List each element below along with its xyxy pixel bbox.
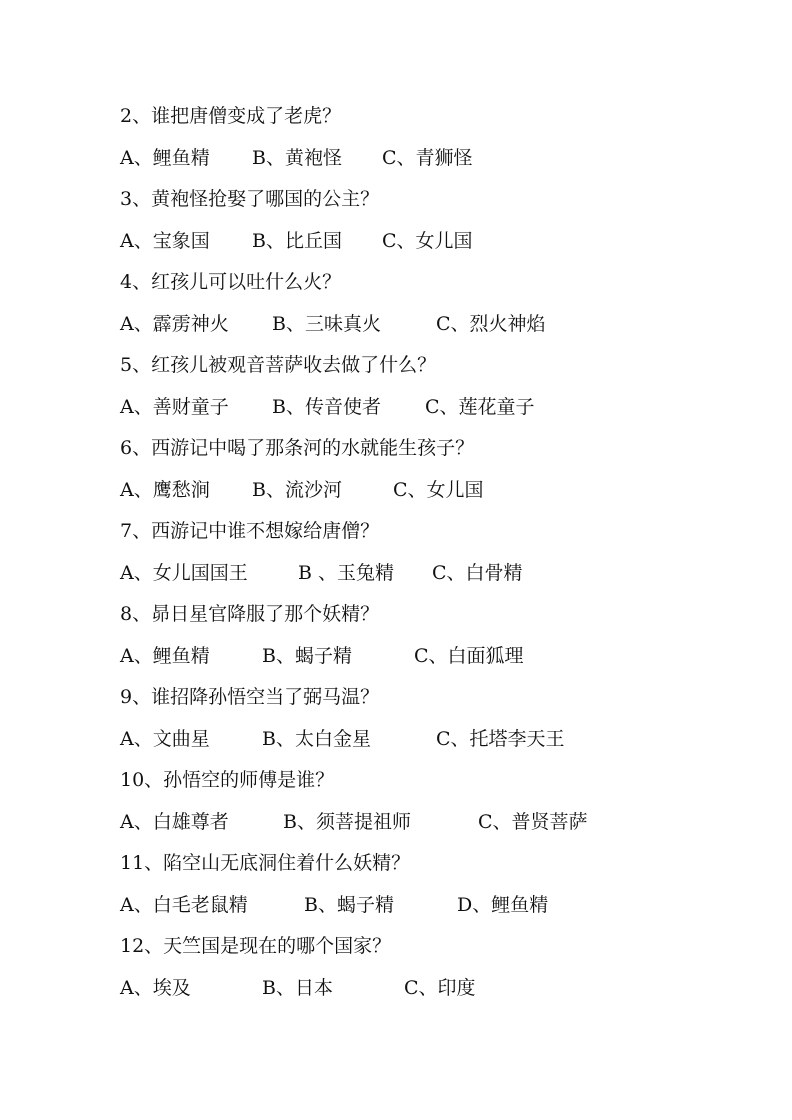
option-a: A、埃及 (120, 976, 191, 999)
question-4: 4、红孩儿可以吐什么火？ (120, 271, 342, 293)
option-c: C、烈火神焰 (436, 312, 546, 335)
question-5: 5、红孩儿被观音菩萨收去做了什么？ (120, 354, 437, 376)
option-a: A、鲤鱼精 (120, 644, 210, 667)
question-3: 3、黄袍怪抢娶了哪国的公主？ (120, 188, 380, 210)
option-c: C、托塔李天王 (436, 727, 565, 750)
options-9 (120, 719, 720, 761)
option-a: A、白毛老鼠精 (120, 893, 248, 916)
options-4 (120, 304, 720, 346)
option-b: B、流沙河 (252, 478, 342, 501)
option-b: B、比丘国 (252, 229, 342, 252)
question-2: 2、谁把唐僧变成了老虎？ (120, 105, 342, 127)
question-10: 10、孙悟空的师傅是谁？ (120, 769, 335, 791)
question-11: 11、陷空山无底洞住着什么妖精？ (120, 852, 411, 874)
options-3 (120, 221, 720, 263)
option-b: B、黄袍怪 (252, 146, 342, 169)
options-8 (120, 636, 720, 678)
option-a: A、宝象国 (120, 229, 210, 252)
option-c: C、白骨精 (432, 561, 523, 584)
options-10 (120, 802, 720, 844)
option-a: A、霹雳神火 (120, 312, 229, 335)
option-b: B、太白金星 (262, 727, 371, 750)
question-7: 7、西游记中谁不想嫁给唐僧？ (120, 520, 380, 542)
option-b: B 、玉兔精 (298, 561, 395, 584)
option-c: C、莲花童子 (425, 395, 535, 418)
option-b: B、日本 (262, 976, 333, 999)
options-5 (120, 387, 720, 429)
option-b: B、传音使者 (272, 395, 381, 418)
option-b: B、三味真火 (272, 312, 381, 335)
options-6 (120, 470, 720, 512)
options-11 (120, 885, 720, 927)
option-c: C、女儿国 (382, 229, 473, 252)
option-c: C、青狮怪 (382, 146, 473, 169)
option-c: C、普贤菩萨 (478, 810, 588, 833)
option-a: A、鹰愁涧 (120, 478, 210, 501)
option-c: D、鲤鱼精 (457, 893, 549, 916)
question-8: 8、昴日星官降服了那个妖精？ (120, 603, 380, 625)
option-a: A、文曲星 (120, 727, 210, 750)
options-2 (120, 138, 720, 180)
option-a: A、鲤鱼精 (120, 146, 210, 169)
option-b: B、蝎子精 (262, 644, 352, 667)
option-b: B、须菩提祖师 (283, 810, 411, 833)
option-b: B、蝎子精 (304, 893, 394, 916)
option-c: C、印度 (404, 976, 476, 999)
quiz-content (120, 96, 720, 1009)
option-a: A、白雄尊者 (120, 810, 229, 833)
options-12 (120, 968, 720, 1010)
question-9: 9、谁招降孙悟空当了弼马温？ (120, 686, 380, 708)
option-a: A、女儿国国王 (120, 561, 248, 584)
option-a: A、善财童子 (120, 395, 229, 418)
question-12: 12、天竺国是现在的哪个国家？ (120, 935, 392, 957)
option-c: C、女儿国 (393, 478, 484, 501)
options-7 (120, 553, 720, 595)
question-6: 6、西游记中喝了那条河的水就能生孩子？ (120, 437, 475, 459)
option-c: C、白面狐理 (414, 644, 524, 667)
